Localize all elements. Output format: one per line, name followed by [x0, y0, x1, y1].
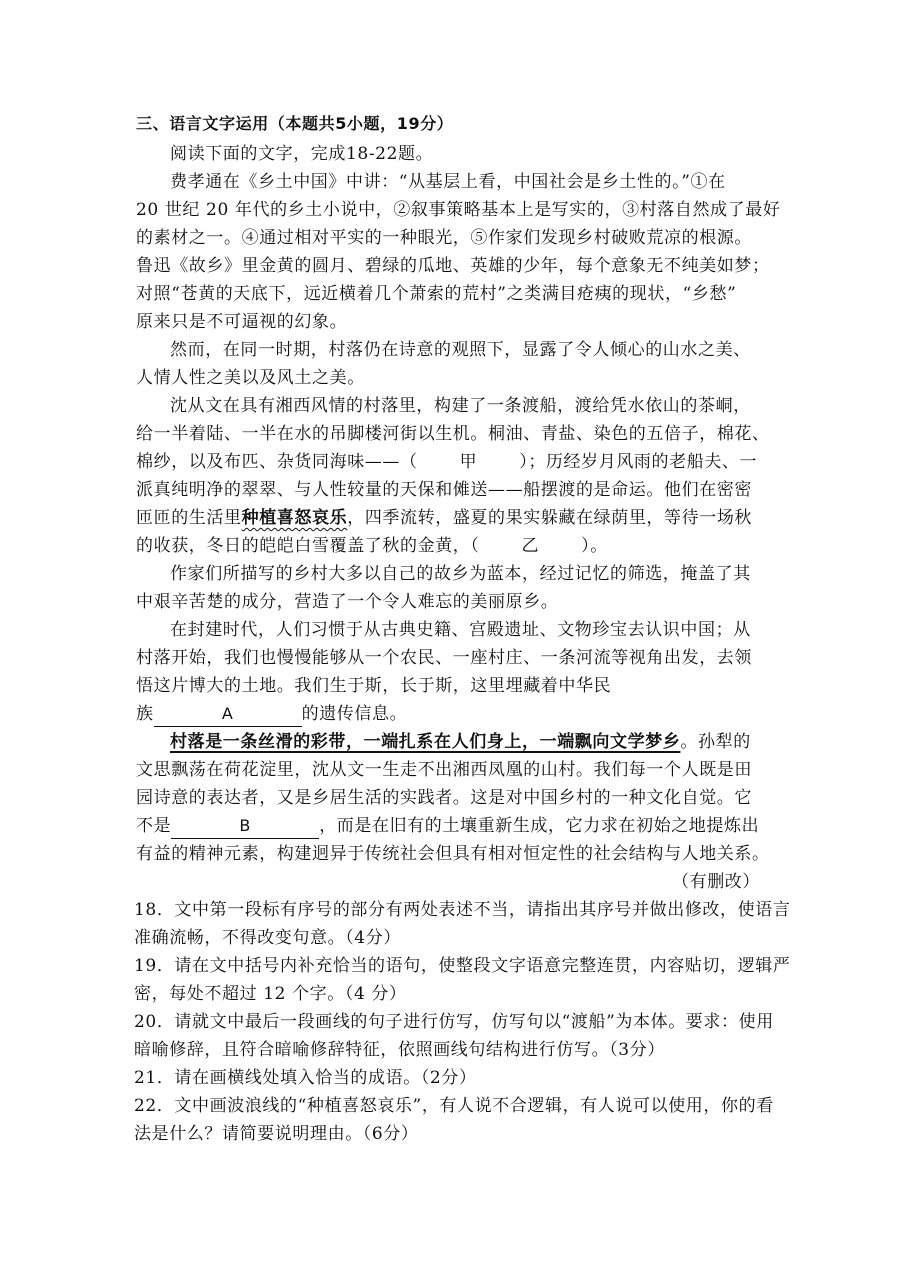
- question-19: 19．请在文中括号内补充恰当的语句，使整段文字语意完整连贯，内容贴切，逻辑严: [134, 956, 791, 976]
- section-heading: 三、语言文字运用（本题共5小题，19分）: [136, 114, 454, 133]
- passage-text: 。孙犁的: [680, 732, 751, 752]
- passage-line: 原来只是不可逼视的幻象。: [136, 312, 348, 332]
- passage-line: 文思飘荡在荷花淀里，沈从文一生走不出湘西凤凰的山村。我们每一个人既是田: [136, 760, 752, 780]
- fill-blank-b: B: [171, 814, 319, 839]
- passage-line: [136, 450, 776, 474]
- question-19-cont: 密，每处不超过 12 个字。（4 分）: [134, 984, 407, 1004]
- passage-line: 园诗意的表达者，又是乡居生活的实践者。这是对中国乡村的一种文化自觉。它: [136, 788, 752, 808]
- question-18-cont: 准确流畅，不得改变句意。（4分）: [134, 928, 401, 948]
- passage-line: [136, 534, 776, 558]
- passage-line: 对照“苍黄的天底下，远近横着几个萧索的荒村”之类满目疮痍的现状，“乡愁”: [136, 284, 737, 304]
- passage-text: 匝匝的生活里: [136, 508, 242, 528]
- blank-jia-label: 甲: [459, 452, 478, 472]
- passage-text: 的收获，冬日的皑皑白雪覆盖了秋的金黄，（: [136, 536, 480, 556]
- passage-line: 的素材之一。④通过相对平实的一种眼光，⑤作家们发现乡村破败荒凉的根源。: [136, 228, 752, 248]
- passage-line: [170, 730, 810, 754]
- fill-blank-a: A: [154, 702, 302, 727]
- passage-line: 费孝通在《乡土中国》中讲：“从基层上看，中国社会是乡土性的。”①在: [170, 172, 726, 192]
- question-22-cont: 法是什么？请简要说明理由。（6分）: [134, 1124, 419, 1144]
- passage-line: 然而，在同一时期，村落仍在诗意的观照下，显露了令人倾心的山水之美、: [170, 340, 751, 360]
- passage-line: 在封建时代，人们习惯于从古典史籍、宫殿遗址、文物珍宝去认识中国；从: [170, 620, 751, 640]
- passage-line: 20 世纪 20 年代的乡土小说中，②叙事策略基本上是写实的，③村落自然成了最好: [136, 200, 781, 220]
- wavy-underlined-phrase: 种植喜怒哀乐: [241, 508, 348, 528]
- passage-text: 棉纱，以及布匹、杂货同海味——（: [136, 452, 418, 472]
- passage-text: 的遗传信息。: [301, 704, 408, 724]
- edit-note: （有删改）: [672, 872, 760, 892]
- passage-text: ）。: [581, 536, 608, 556]
- question-20-cont: 暗喻修辞，且符合暗喻修辞特征，依照画线句结构进行仿写。（3分）: [134, 1040, 665, 1060]
- passage-text: 族: [136, 704, 154, 724]
- underlined-sentence: 村落是一条丝滑的彩带，一端扎系在人们身上，一端飘向文学梦乡: [170, 732, 681, 752]
- passage-line: 有益的精神元素，构建迥异于传统社会但具有相对恒定性的社会结构与人地关系。: [136, 844, 770, 864]
- question-22: 22．文中画波浪线的“种植喜怒哀乐”，有人说不合逻辑，有人说可以使用，你的看: [134, 1096, 774, 1116]
- passage-line: 鲁迅《故乡》里金黄的圆月、碧绿的瓜地、英雄的少年，每个意象无不纯美如梦；: [136, 256, 770, 276]
- passage-text: 不是: [136, 816, 172, 836]
- question-20: 20．请就文中最后一段画线的句子进行仿写，仿写句以“渡船”为本体。要求：使用: [134, 1012, 774, 1032]
- passage-line: 悟这片博大的土地。我们生于斯，长于斯，这里埋藏着中华民: [136, 676, 612, 696]
- blank-yi-label: 乙: [521, 536, 540, 556]
- passage-line: [136, 702, 776, 727]
- passage-line: 中艰辛苦楚的成分，营造了一个令人难忘的美丽原乡。: [136, 592, 559, 612]
- passage-line: [136, 506, 776, 530]
- question-21: 21．请在画横线处填入恰当的成语。（2分）: [134, 1068, 477, 1088]
- passage-line: 人情人性之美以及风土之美。: [136, 368, 365, 388]
- passage-text: ）；历经岁月风雨的老船夫、一: [519, 452, 758, 472]
- passage-line: 村落开始，我们也慢慢能够从一个农民、一座村庄、一条河流等视角出发，去领: [136, 648, 752, 668]
- passage-line: 给一半着陆、一半在水的吊脚楼河街以生机。桐油、青盐、染色的五倍子，棉花、: [136, 424, 770, 444]
- passage-line: 沈从文在具有湘西风情的村落里，构建了一条渡船，渡给凭水依山的茶峒，: [170, 396, 751, 416]
- section-instruction: 阅读下面的文字，完成18-22题。: [170, 144, 434, 164]
- passage-text: ，四季流转，盛夏的果实躲藏在绿荫里，等待一场秋: [347, 508, 753, 528]
- passage-text: ，而是在旧有的土壤重新生成，它力求在初始之地提炼出: [319, 816, 760, 836]
- passage-line: 派真纯明净的翠翠、与人性较量的天保和傩送——船摆渡的是命运。他们在密密: [136, 480, 752, 500]
- question-18: 18．文中第一段标有序号的部分有两处表述不当，请指出其序号并做出修改，使语言: [134, 900, 791, 920]
- passage-line: 作家们所描写的乡村大多以自己的故乡为蓝本，经过记忆的筛选，掩盖了其: [170, 564, 751, 584]
- passage-line: [136, 814, 776, 839]
